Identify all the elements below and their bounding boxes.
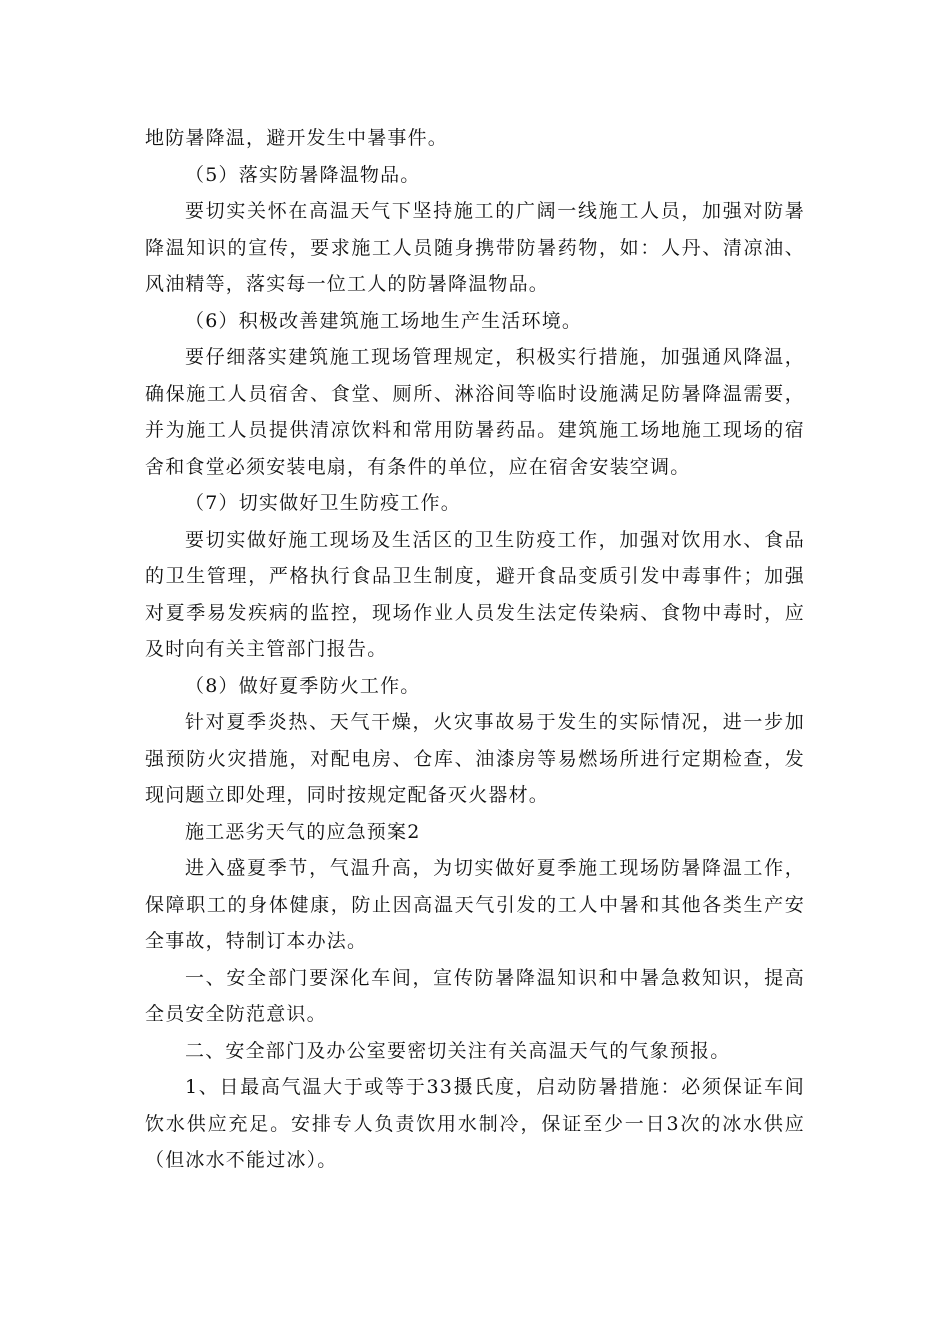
section-title: 施工恶劣天气的应急预案2 [185, 820, 421, 843]
paragraph-5: 要仔细落实建筑施工现场管理规定，积极实行措施，加强通风降温，确保施工人员宿舍、食堂、厕所、淋浴间等临时设施满足防暑降温需要，并为施工人员提供清凉饮料和常用防暑药品。建筑施工场地施工现场的宿舍和食堂必须安装电扇，有条件的单位，应在宿舍安装空调。 [145, 346, 805, 478]
document-body [145, 120, 805, 1179]
paragraph-1: 地防暑降温，避开发生中暑事件。 [145, 127, 449, 149]
paragraph-9: 针对夏季炎热、天气干燥，火灾事故易于发生的实际情况，进一步加强预防火灾措施，对配电房、仓库、油漆房等易燃场所进行定期检查，发现问题立即处理，同时按规定配备灭火器材。 [145, 711, 805, 806]
heading-item-5: （5）落实防暑降温物品。 [185, 163, 421, 186]
paragraph-14: 1、日最高气温大于或等于33摄氏度，启动防暑措施：必须保证车间饮水供应充足。安排专人负责饮用水制冷，保证至少一日3次的冰水供应（但冰水不能过冰）。 [145, 1076, 805, 1171]
paragraph-7: 要切实做好施工现场及生活区的卫生防疫工作，加强对饮用水、食品的卫生管理，严格执行食品卫生制度，避开食品变质引发中毒事件；加强对夏季易发疾病的监控，现场作业人员发生法定传染病、食物中毒时，应及时向有关主管部门报告。 [145, 528, 805, 660]
paragraph-12: 一、安全部门要深化车间，宣传防暑降温知识和中暑急救知识，提高全员安全防范意识。 [145, 966, 805, 1025]
heading-item-7: （7）切实做好卫生防疫工作。 [185, 492, 461, 514]
paragraph-11: 进入盛夏季节，气温升高，为切实做好夏季施工现场防暑降温工作，保障职工的身体健康，防止因高温天气引发的工人中暑和其他各类生产安全事故，特制订本办法。 [145, 857, 805, 952]
paragraph-13: 二、安全部门及办公室要密切关注有关高温天气的气象预报。 [185, 1039, 731, 1062]
heading-item-6: （6）积极改善建筑施工场地生产生活环境。 [185, 309, 583, 332]
heading-item-8: （8）做好夏季防火工作。 [185, 674, 421, 697]
paragraph-3: 要切实关怀在高温天气下坚持施工的广阔一线施工人员，加强对防暑降温知识的宣传，要求施工人员随身携带防暑药物，如：人丹、清凉油、风油精等，落实每一位工人的防暑降温物品。 [145, 200, 805, 295]
